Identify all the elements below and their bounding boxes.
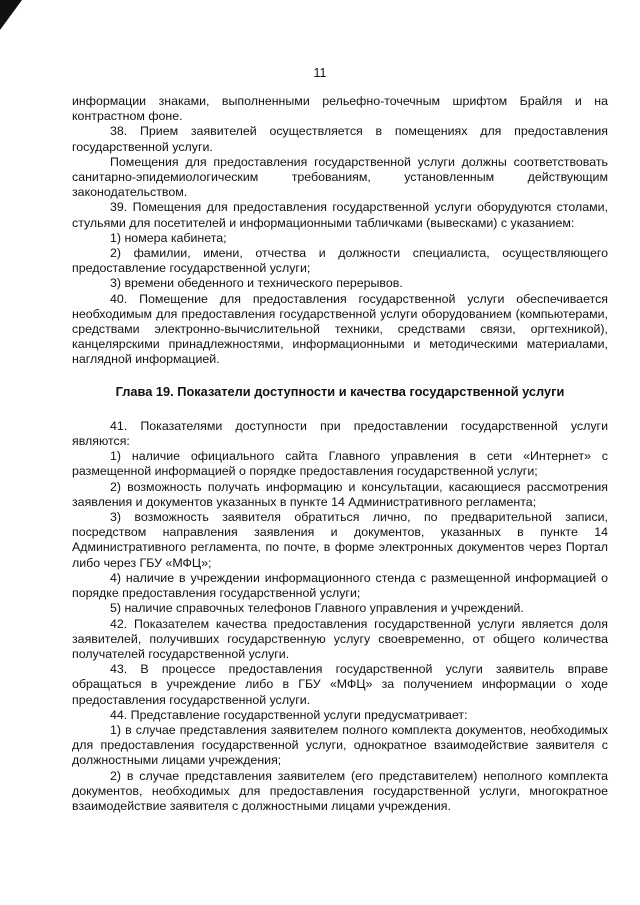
paragraph: Помещения для предоставления государственной услуги должны соответствовать санитарно-эпидемиологическим требованиям, установленным действующим законодательством.	[72, 154, 608, 200]
paragraph: 40. Помещение для предоставления государственной услуги обеспечивается необходимым для предоставления государственной услуги оборудованием (компьютерами, средствами электронно-вычислительной техники, средствами связи, оргтехникой), канцелярскими принадлежностями, информационными и методическими материалами, наглядной информацией.	[72, 291, 608, 367]
paragraph: 44. Представление государственной услуги предусматривает:	[110, 707, 468, 722]
section-before-heading	[72, 94, 608, 368]
paragraph: 38. Прием заявителей осуществляется в помещениях для предоставления государственной услуги.	[72, 124, 608, 154]
paragraph: 1) номера кабинета;	[110, 230, 227, 245]
paragraph: 4) наличие в учреждении информационного стенда с размещенной информацией о порядке предоставления государственной услуги;	[72, 570, 608, 601]
paragraph: 39. Помещения для предоставления государственной услуги оборудуются столами, стульями для посетителей и информационными табличками (вывесками) с указанием:	[72, 200, 608, 230]
paragraph: 2) в случае представления заявителем (его представителем) неполного комплекта документов, необходимых для предоставления государственной услуги, многократное взаимодействие заявителя с должностными лицами учреждения.	[72, 768, 608, 813]
paragraph: 2) возможность получать информацию и консультации, касающиеся рассмотрения заявления и документов указанных в пункте 14 Административного регламента;	[72, 479, 608, 509]
paragraph: 5) наличие справочных телефонов Главного управления и учреждений.	[110, 601, 524, 616]
corner-fold-mark	[0, 0, 22, 30]
paragraph: 42. Показателем качества предоставления государственной услуги является доля заявителей, получивших государственную услугу своевременно, от общего количества получателей государственной услуги.	[72, 616, 608, 661]
paragraph: 43. В процессе предоставления государственной услуги заявитель вправе обращаться в учреждение либо в ГБУ «МФЦ» за получением информации о ходе предоставления государственной услуги.	[72, 662, 608, 707]
paragraph: информации знаками, выполненными рельефно-точечным шрифтом Брайля и на контрастном фоне.	[72, 94, 608, 124]
paragraph: 3) возможность заявителя обратиться лично, по предварительной записи, посредством направления заявления и документов, указанных в пункте 14 Административного регламента, по почте, в форме электронных документов через Портал либо через ГБУ «МФЦ»;	[72, 510, 608, 570]
paragraph: 1) в случае представления заявителем полного комплекта документов, необходимых для предоставления государственной услуги, однократное взаимодействие заявителя с должностными лицами учреждения;	[72, 722, 608, 768]
chapter-heading: Глава 19. Показатели доступности и качества государственной услуги	[115, 383, 565, 399]
section-after-heading	[72, 419, 608, 814]
paragraph: 1) наличие официального сайта Главного управления в сети «Интернет» с размещенной информацией о порядке предоставления государственной услуги;	[72, 449, 608, 479]
paragraph: 2) фамилии, имени, отчества и должности специалиста, осуществляющего предоставление государственной услуги;	[72, 246, 608, 276]
document-body	[72, 94, 608, 814]
paragraph: 3) времени обеденного и технического перерывов.	[110, 276, 403, 291]
page-number: 11	[313, 66, 327, 80]
paragraph: 41. Показателями доступности при предоставлении государственной услуги являются:	[72, 418, 608, 449]
